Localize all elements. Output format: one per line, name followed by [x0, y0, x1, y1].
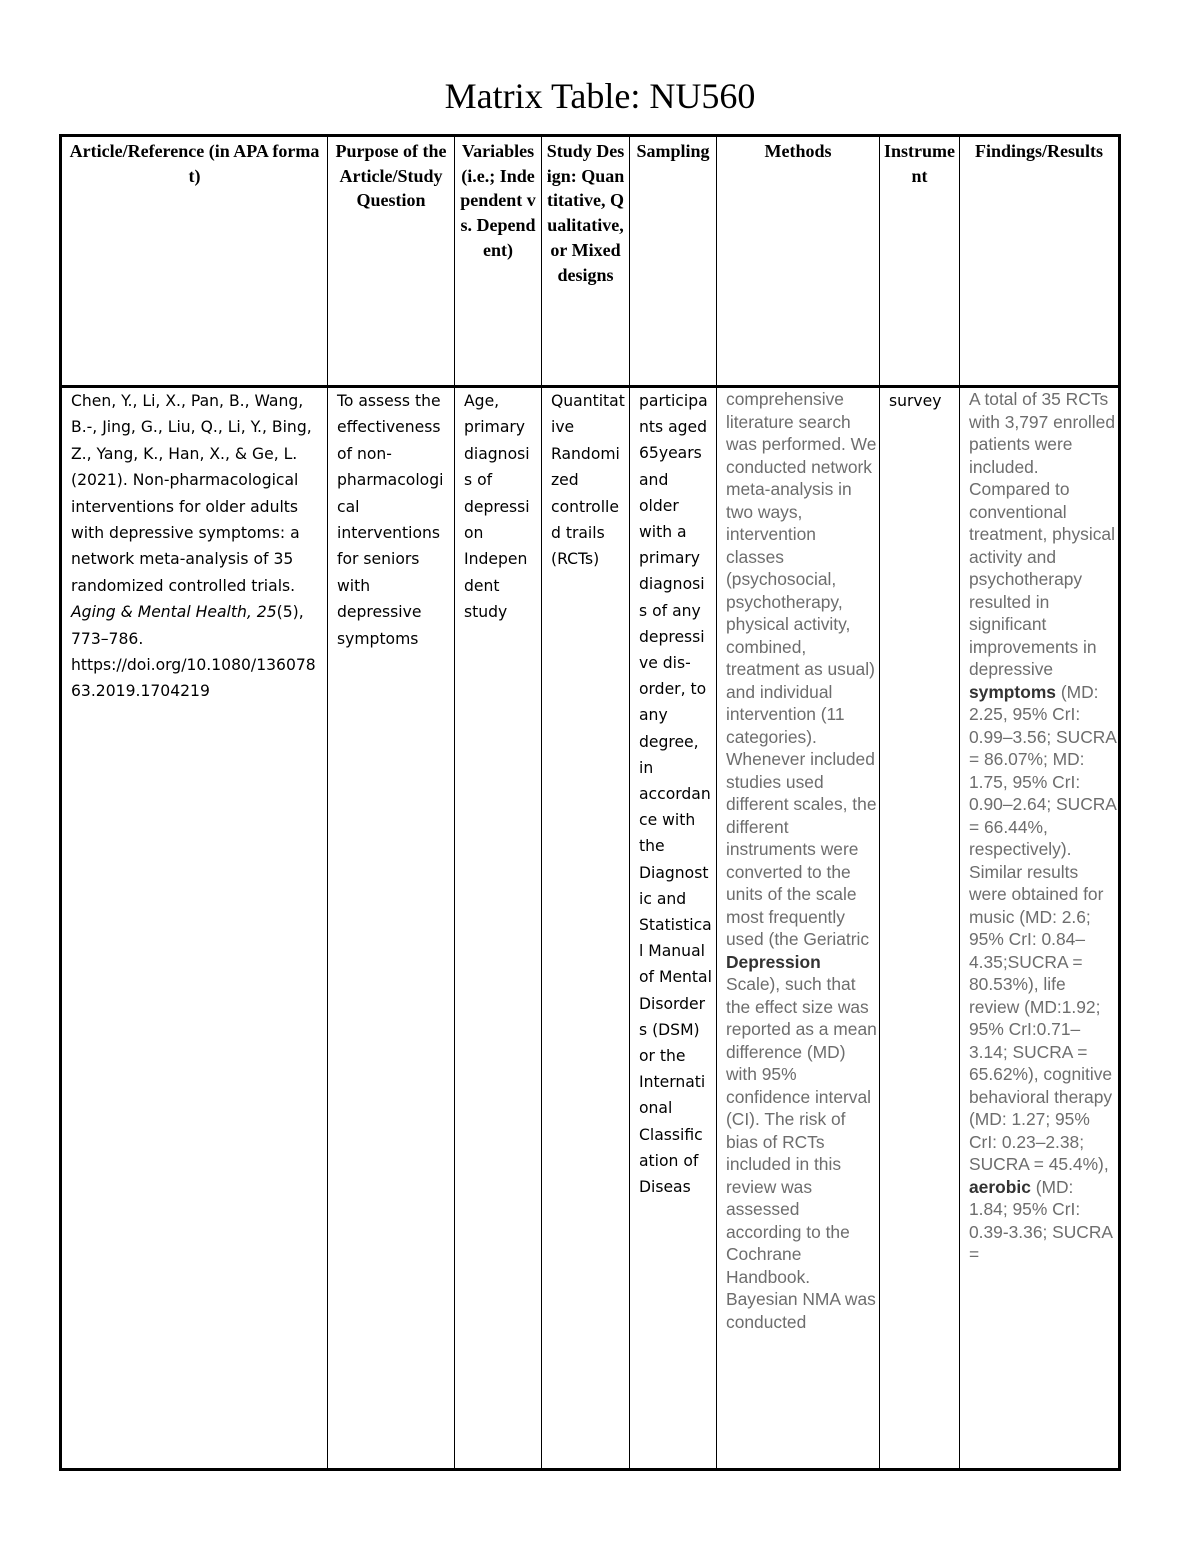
cell-findings [960, 387, 1120, 1470]
methods-part2: Scale), such that the effect size was reported as a mean difference (MD) with 95% confidence interval (CI). The risk of bias of RCTs included in this review was assessed according to the Cochrane Handbook. Bayesian NMA was conducted [726, 974, 877, 1332]
variables-text: Age, primary diagnosis of depression Independent study [464, 392, 530, 622]
cell-sampling [630, 387, 717, 1470]
header-findings: Findings/Results [974, 141, 1104, 161]
methods-text [717, 388, 879, 1333]
header-cell-purpose [328, 136, 455, 387]
header-cell-findings [960, 136, 1120, 387]
header-cell-reference [61, 136, 328, 387]
header-instrument: Instrument [884, 141, 955, 186]
reference-authors-title: Chen, Y., Li, X., Pan, B., Wang, B.-, Jing, G., Liu, Q., Li, Y., Bing, Z., Yang, K., Han, X., & Ge, L. (2021). Non-pharmacological interventions for older adults with depressive symptoms: a network meta-analysis of 35 randomized controlled trials. [71, 392, 312, 595]
cell-methods [717, 387, 880, 1470]
reference-sep: , [246, 603, 257, 622]
header-cell-instrument [880, 136, 960, 387]
header-design: Study Design: Quantitative, Qualitative, or Mixed designs [546, 141, 625, 285]
reference-issue-pages: (5), 773–786. [71, 603, 304, 648]
cell-instrument [880, 387, 960, 1470]
methods-bold: Depression [726, 951, 821, 972]
cell-purpose [328, 387, 455, 1470]
findings-part2: (MD: 2.25, 95% CrI: 0.99–3.56; SUCRA = 86.07%; MD: 1.75, 95% CrI: 0.90–2.64; SUCRA = 66.44%, respectively). Similar results were obtained for music (MD: 2.6; 95% CrI: 0.84–4.35;SUCRA = 80.53%), life review (MD:1.92; 95% CrI:0.71–3.14; SUCRA = 65.62%), cognitive behavioral therapy (MD: 1.27; 95% CrI: 0.23–2.38; SUCRA = 45.4%), [969, 681, 1116, 1174]
header-variables: Variables (i.e.; Independent vs. Dependent) [460, 141, 536, 260]
matrix-table [59, 134, 1121, 1471]
reference-journal: Aging & Mental Health [71, 603, 247, 622]
reference-text [62, 388, 327, 705]
instrument-text: survey [889, 392, 942, 410]
cell-design [542, 387, 630, 1470]
findings-part1: A total of 35 RCTs with 3,797 enrolled patients were included. Compared to conventional treatment, physical activity and psychotherapy resulted in significant improvements in depressive [969, 389, 1115, 679]
header-purpose: Purpose of the Article/Study Question [335, 141, 447, 211]
design-text: Quantitative Randomized controlled trails (RCTs) [551, 392, 625, 569]
findings-text [960, 388, 1118, 1266]
methods-part1: comprehensive literature search was performed. We conducted network meta-analysis in two ways, intervention classes (psychosocial, psychotherapy, physical activity, combined, treatment as usual) and individual intervention (11 categories). Whenever included studies used different scales, the different instruments were converted to the units of the scale most frequently used (the Geriatric [726, 389, 877, 949]
findings-part3: (MD: 1.84; 95% CrI: 0.39-3.36; SUCRA = [969, 1176, 1113, 1264]
reference-volume: 25 [256, 603, 277, 622]
header-cell-variables [455, 136, 542, 387]
header-sampling: Sampling [636, 141, 710, 161]
table-row [61, 387, 1120, 1470]
purpose-text: To assess the effectiveness of non-pharmacological interventions for seniors with depressive symptoms [337, 392, 444, 648]
header-methods: Methods [764, 141, 832, 161]
header-row [61, 136, 1120, 387]
header-cell-methods [717, 136, 880, 387]
header-cell-sampling [630, 136, 717, 387]
sampling-text: participants aged 65years and older with a primary diagnosis of any depressive dis-order, to any degree, in accordance with the Diagnostic and Statistical Manual of Mental Disorders (DSM) or the International Classification of Diseas [639, 392, 712, 1197]
cell-reference [61, 387, 328, 1470]
header-cell-design [542, 136, 630, 387]
findings-bold-aerobic: aerobic [969, 1176, 1031, 1197]
cell-variables [455, 387, 542, 1470]
reference-doi: https://doi.org/10.1080/13607863.2019.1704219 [71, 656, 316, 701]
findings-bold-symptoms: symptoms [969, 681, 1056, 702]
document-title: Matrix Table: NU560 [444, 76, 756, 116]
header-reference: Article/Reference (in APA format) [69, 141, 320, 186]
